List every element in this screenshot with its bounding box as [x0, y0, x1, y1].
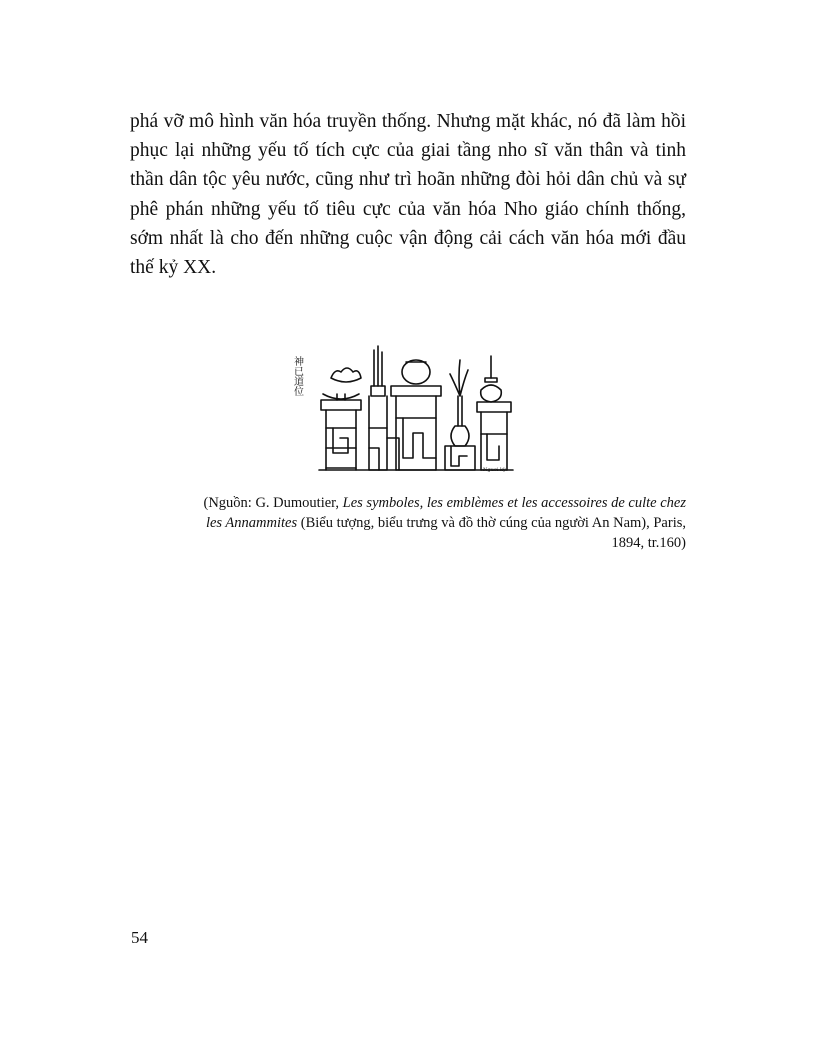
page-number: 54 — [131, 928, 148, 947]
artist-signature: Nguơi kỳ — [483, 467, 506, 473]
figure-caption — [200, 493, 686, 553]
altar-drawing — [293, 338, 529, 473]
altar-illustration — [293, 338, 529, 473]
caption-suffix: (Biểu tượng, biểu trưng và đồ thờ cúng của người An Nam), Paris, 1894, tr.160) — [297, 515, 686, 551]
caption-prefix: (Nguồn: G. Dumoutier, — [203, 495, 343, 511]
caption-book-title: Les symboles, les emblèmes et les accessoires de culte chez les Annammites — [205, 495, 686, 531]
vertical-seal-text: 神已道位 — [291, 356, 303, 396]
body-paragraph: phá vỡ mô hình văn hóa truyền thống. Nhưng mặt khác, nó đã làm hồi phục lại những yếu tố tích cực của giai tầng nho sĩ văn thân và tinh thần dân tộc yêu nước, cũng như trì hoãn những đòi hỏi dân chủ và sự phê phán những yếu tố tiêu cực của văn hóa Nho giáo chính thống, sớm nhất là cho đến những cuộc vận động cải cách văn hóa mới đầu thế kỷ XX. — [130, 111, 686, 279]
